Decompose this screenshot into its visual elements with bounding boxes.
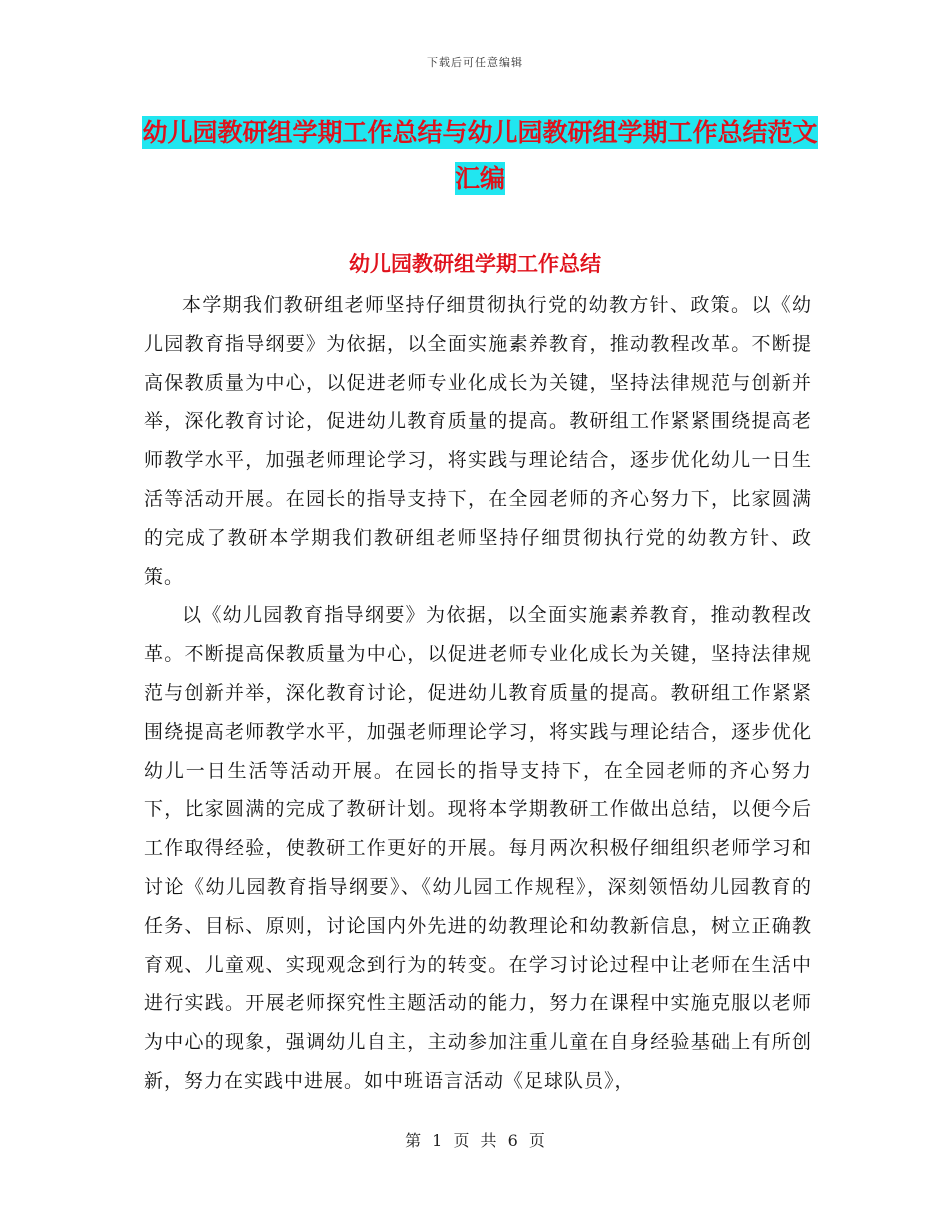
section-title: 幼儿园教研组学期工作总结 <box>349 252 601 276</box>
paragraph: 以《幼儿园教育指导纲要》为依据，以全面实施素养教育，推动教程改革。不断提高保教质量为中心，以促进老师专业化成长为关键，坚持法律规范与创新并举，深化教育讨论，促进幼儿教育质量的提高。教研组工作紧紧围绕提高老师教学水平，加强老师理论学习，将实践与理论结合，逐步优化幼儿一日生活等活动开展。在园长的指导支持下，在全园老师的齐心努力下，比家圆满的完成了教研计划。现将本学期教研工作做出总结，以便今后工作取得经验，使教研工作更好的开展。每月两次积极仔细组织老师学习和讨论《幼儿园教育指导纲要》、《幼儿园工作规程》，深刻领悟幼儿园教育的任务、目标、原则，讨论国内外先进的幼教理论和幼教新信息，树立正确教育观、儿童观、实现观念到行为的转变。在学习讨论过程中让老师在生活中进行实践。开展老师探究性主题活动的能力，努力在课程中实施克服以老师为中心的现象，强调幼儿自主，主动参加注重儿童在自身经验基础上有所创新，努力在实践中进展。如中班语言活动《足球队员》， <box>144 604 812 1092</box>
document-title-text: 幼儿园教研组学期工作总结与幼儿园教研组学期工作总结范文汇编 <box>142 118 818 193</box>
page-footer: 第 1 页 共 6 页 <box>405 1131 545 1150</box>
document-title <box>140 110 820 202</box>
header-note: 下载后可任意编辑 <box>427 56 523 69</box>
body-text <box>144 286 812 1101</box>
paragraph: 本学期我们教研组老师坚持仔细贯彻执行党的幼教方针、政策。以《幼儿园教育指导纲要》为依据，以全面实施素养教育，推动教程改革。不断提高保教质量为中心，以促进老师专业化成长为关键，坚持法律规范与创新并举，深化教育讨论，促进幼儿教育质量的提高。教研组工作紧紧围绕提高老师教学水平，加强老师理论学习，将实践与理论结合，逐步优化幼儿一日生活等活动开展。在园长的指导支持下，在全园老师的齐心努力下，比家圆满的完成了教研本学期我们教研组老师坚持仔细贯彻执行党的幼教方针、政策。 <box>144 294 812 588</box>
